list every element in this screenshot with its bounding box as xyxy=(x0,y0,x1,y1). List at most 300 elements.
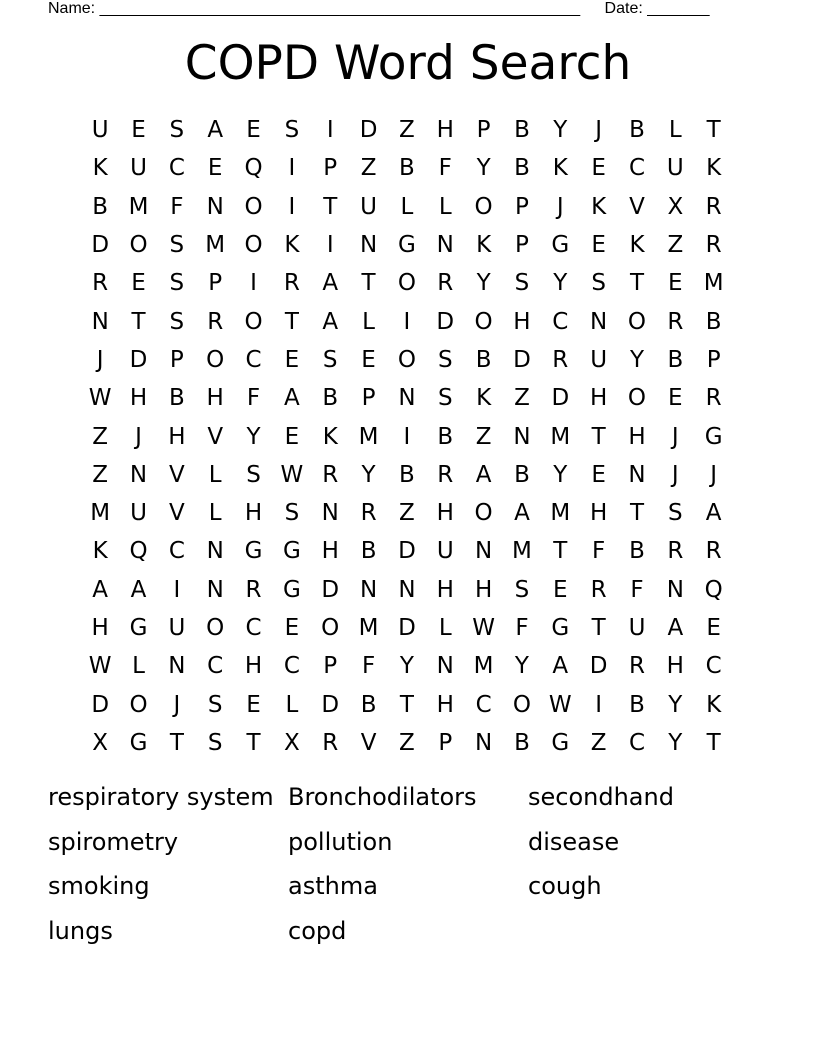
grid-row xyxy=(81,685,733,723)
grid-letter: U xyxy=(628,615,646,641)
grid-letter: T xyxy=(399,691,414,718)
grid-letter: M xyxy=(550,423,571,450)
grid-letter: B xyxy=(514,117,530,144)
grid-letter: O xyxy=(129,691,148,718)
grid-letter: S xyxy=(207,729,223,756)
grid-letter: P xyxy=(323,155,338,182)
grid-letter: R xyxy=(667,538,684,565)
grid-letter: U xyxy=(360,193,377,220)
grid-row xyxy=(81,379,733,417)
grid-letter: D xyxy=(589,653,608,680)
grid-letter: N xyxy=(666,576,684,603)
grid-row xyxy=(81,571,733,609)
grid-letter: N xyxy=(359,232,378,259)
grid-letter: K xyxy=(552,155,568,182)
grid-letter: G xyxy=(551,615,570,641)
grid-letter: A xyxy=(207,117,224,144)
grid-letter: M xyxy=(550,500,571,527)
grid-letter: E xyxy=(591,461,606,488)
grid-letter: J xyxy=(671,423,679,450)
grid-letter: F xyxy=(361,653,376,680)
grid-letter: N xyxy=(91,308,109,335)
grid-letter: G xyxy=(282,538,301,565)
grid-letter: R xyxy=(437,270,454,297)
grid-letter: M xyxy=(90,500,111,527)
grid-letter: G xyxy=(129,729,148,756)
grid-letter: L xyxy=(438,193,452,220)
grid-letter: C xyxy=(628,729,646,756)
grid-letter: M xyxy=(128,193,149,220)
grid-letter: U xyxy=(168,615,186,641)
grid-letter: K xyxy=(92,538,108,565)
grid-letter: E xyxy=(591,155,606,182)
grid-letter: Y xyxy=(476,270,491,297)
grid-letter: Y xyxy=(553,270,568,297)
grid-letter: G xyxy=(551,729,570,756)
grid-letter: R xyxy=(705,232,722,259)
word-list xyxy=(48,777,768,956)
grid-letter: N xyxy=(475,538,493,565)
grid-letter: H xyxy=(206,385,224,412)
grid-letter: O xyxy=(129,232,148,259)
word-list-item: asthma xyxy=(288,872,378,901)
grid-letter: B xyxy=(437,423,454,450)
grid-letter: N xyxy=(590,308,608,335)
grid-row xyxy=(81,149,733,187)
grid-letter: B xyxy=(629,117,645,144)
grid-letter: R xyxy=(207,308,224,335)
grid-letter: S xyxy=(437,346,453,373)
grid-letter: A xyxy=(322,270,339,297)
grid-letter: Z xyxy=(399,729,415,756)
grid-letter: R xyxy=(705,538,722,565)
grid-letter: I xyxy=(288,155,296,182)
grid-letter: B xyxy=(399,461,415,488)
grid-letter: Z xyxy=(667,232,684,259)
grid-letter: D xyxy=(551,385,570,412)
grid-letter: G xyxy=(398,232,416,259)
grid-row xyxy=(81,417,733,455)
grid-letter: P xyxy=(169,346,184,373)
grid-letter: L xyxy=(132,653,145,680)
grid-letter: R xyxy=(245,576,262,603)
grid-row xyxy=(81,724,733,762)
grid-letter: L xyxy=(400,193,414,220)
grid-letter: S xyxy=(246,461,261,488)
grid-letter: U xyxy=(590,346,608,373)
word-list-item: cough xyxy=(528,872,602,901)
grid-letter: F xyxy=(246,385,261,412)
grid-letter: R xyxy=(360,500,377,527)
grid-letter: P xyxy=(323,653,338,680)
grid-row xyxy=(81,341,733,379)
grid-letter: N xyxy=(206,576,224,603)
grid-letter: H xyxy=(436,500,454,527)
grid-letter: S xyxy=(169,117,185,144)
grid-letter: D xyxy=(321,576,340,603)
date-field-label: Date: _______ xyxy=(604,0,710,17)
grid-row xyxy=(81,111,733,149)
grid-letter: Y xyxy=(553,461,568,488)
grid-letter: P xyxy=(438,729,453,756)
grid-letter: D xyxy=(129,346,148,373)
word-list-item: disease xyxy=(528,827,620,856)
word-list-item: secondhand xyxy=(528,783,674,811)
grid-letter: T xyxy=(284,308,299,335)
grid-letter: I xyxy=(595,691,603,718)
grid-letter: B xyxy=(514,729,530,756)
grid-letter: V xyxy=(629,193,645,220)
grid-letter: H xyxy=(168,423,186,450)
grid-letter: D xyxy=(321,691,340,718)
grid-letter: S xyxy=(207,691,223,718)
grid-letter: K xyxy=(476,385,492,412)
grid-letter: F xyxy=(630,576,644,603)
grid-letter: Y xyxy=(629,346,645,373)
grid-letter: O xyxy=(397,346,416,373)
grid-letter: J xyxy=(173,691,181,718)
grid-letter: L xyxy=(362,308,375,335)
grid-letter: Y xyxy=(668,729,683,756)
grid-letter: H xyxy=(666,653,684,680)
grid-letter: N xyxy=(321,500,339,527)
grid-letter: N xyxy=(436,653,454,680)
grid-letter: A xyxy=(130,576,147,603)
grid-letter: E xyxy=(553,576,568,603)
grid-letter: N xyxy=(398,385,416,412)
grid-letter: S xyxy=(591,270,606,297)
grid-letter: Y xyxy=(361,461,376,488)
grid-row xyxy=(81,302,733,340)
grid-letter: F xyxy=(438,155,452,182)
grid-letter: R xyxy=(590,576,607,603)
grid-letter: E xyxy=(361,346,376,373)
grid-letter: E xyxy=(207,155,223,182)
grid-letter: O xyxy=(244,232,263,259)
grid-letter: T xyxy=(591,423,606,450)
grid-letter: T xyxy=(591,615,606,641)
grid-letter: N xyxy=(398,576,416,603)
grid-letter: E xyxy=(591,232,606,259)
grid-letter: L xyxy=(285,691,299,718)
grid-letter: O xyxy=(397,270,416,297)
grid-letter: E xyxy=(668,270,683,297)
grid-letter: L xyxy=(438,615,452,641)
grid-letter: I xyxy=(326,117,334,144)
grid-letter: E xyxy=(131,117,146,144)
grid-letter: M xyxy=(358,423,379,450)
grid-letter: G xyxy=(704,423,723,450)
grid-letter: C xyxy=(552,308,569,335)
grid-letter: H xyxy=(589,500,608,527)
grid-letter: O xyxy=(206,615,225,641)
grid-letter: X xyxy=(667,193,684,220)
grid-letter: Z xyxy=(399,117,415,144)
grid-letter: A xyxy=(552,653,569,680)
grid-letter: S xyxy=(514,576,530,603)
grid-letter: Y xyxy=(246,423,261,450)
grid-letter: N xyxy=(436,232,454,259)
grid-letter: D xyxy=(398,615,416,641)
grid-letter: K xyxy=(322,423,338,450)
grid-letter: Q xyxy=(129,538,148,565)
grid-letter: O xyxy=(627,308,647,335)
grid-letter: H xyxy=(513,308,531,335)
grid-letter: R xyxy=(667,308,684,335)
grid-letter: X xyxy=(92,729,109,756)
grid-letter: K xyxy=(706,155,722,182)
grid-letter: R xyxy=(705,193,722,220)
grid-letter: U xyxy=(130,155,147,182)
grid-letter: R xyxy=(628,653,645,680)
grid-letter: A xyxy=(284,385,300,412)
grid-letter: F xyxy=(515,615,529,641)
grid-letter: W xyxy=(280,461,304,488)
grid-letter: J xyxy=(595,117,603,144)
grid-letter: N xyxy=(206,538,224,565)
grid-letter: W xyxy=(88,653,112,680)
grid-letter: W xyxy=(472,615,495,641)
grid-letter: H xyxy=(91,615,109,641)
grid-row xyxy=(81,494,733,532)
grid-letter: A xyxy=(475,461,492,488)
grid-letter: I xyxy=(288,193,296,220)
grid-letter: I xyxy=(173,576,181,603)
grid-letter: H xyxy=(436,117,454,144)
grid-letter: K xyxy=(629,232,645,259)
grid-letter: I xyxy=(250,270,257,297)
grid-letter: O xyxy=(474,500,493,527)
grid-letter: N xyxy=(513,423,531,450)
grid-letter: B xyxy=(399,155,415,182)
grid-letter: E xyxy=(284,346,300,373)
grid-letter: G xyxy=(129,615,148,641)
grid-letter: D xyxy=(398,538,416,565)
grid-letter: U xyxy=(130,500,147,527)
grid-letter: W xyxy=(548,691,572,718)
grid-letter: R xyxy=(283,270,300,297)
grid-letter: E xyxy=(668,385,683,412)
grid-letter: Z xyxy=(590,729,607,756)
grid-letter: Q xyxy=(704,576,723,603)
word-list-item: pollution xyxy=(288,827,393,856)
grid-letter: B xyxy=(168,385,185,412)
grid-letter: C xyxy=(475,691,492,718)
grid-letter: M xyxy=(512,538,532,565)
grid-letter: U xyxy=(436,538,454,565)
grid-letter: K xyxy=(706,691,722,718)
grid-letter: U xyxy=(666,155,684,182)
grid-letter: Q xyxy=(244,155,263,182)
grid-letter: O xyxy=(321,615,340,641)
grid-letter: Y xyxy=(476,155,491,182)
grid-letter: D xyxy=(91,691,110,718)
grid-letter: O xyxy=(206,346,225,373)
grid-letter: P xyxy=(208,270,223,297)
grid-letter: E xyxy=(706,615,721,641)
grid-letter: M xyxy=(358,615,379,641)
grid-letter: C xyxy=(283,653,300,680)
grid-letter: R xyxy=(322,461,339,488)
grid-letter: V xyxy=(207,423,224,450)
grid-letter: N xyxy=(206,193,224,220)
grid-letter: T xyxy=(131,308,146,335)
grid-letter: R xyxy=(552,346,569,373)
grid-letter: X xyxy=(284,729,300,756)
grid-letter: H xyxy=(474,576,493,603)
grid-letter: S xyxy=(514,270,530,297)
grid-letter: D xyxy=(91,232,110,259)
grid-letter: G xyxy=(244,538,263,565)
grid-letter: C xyxy=(705,653,722,680)
grid-letter: V xyxy=(360,729,377,756)
grid-row xyxy=(81,226,733,264)
grid-letter: A xyxy=(92,576,109,603)
word-list-item: copd xyxy=(288,917,347,946)
grid-letter: T xyxy=(169,729,184,756)
grid-letter: J xyxy=(671,461,679,488)
page-title: COPD Word Search xyxy=(184,36,632,91)
grid-letter: B xyxy=(629,691,645,718)
grid-letter: T xyxy=(361,270,376,297)
grid-letter: C xyxy=(168,155,185,182)
grid-letter: F xyxy=(170,193,184,220)
grid-letter: S xyxy=(284,500,300,527)
grid-letter: P xyxy=(515,193,529,220)
grid-letter: H xyxy=(244,653,263,680)
grid-letter: E xyxy=(284,423,300,450)
grid-letter: D xyxy=(359,117,378,144)
grid-letter: H xyxy=(436,691,454,718)
grid-letter: O xyxy=(474,308,493,335)
grid-letter: N xyxy=(628,461,646,488)
grid-letter: H xyxy=(321,538,339,565)
grid-letter: Z xyxy=(92,423,109,450)
grid-letter: Z xyxy=(92,461,109,488)
grid-letter: D xyxy=(436,308,455,335)
grid-letter: I xyxy=(326,232,334,259)
grid-letter: H xyxy=(628,423,646,450)
grid-letter: O xyxy=(474,193,493,220)
grid-letter: E xyxy=(246,117,261,144)
grid-letter: Z xyxy=(514,385,530,412)
grid-letter: K xyxy=(591,193,607,220)
grid-letter: B xyxy=(360,691,377,718)
grid-letter: V xyxy=(168,461,185,488)
grid-letter: G xyxy=(551,232,570,259)
grid-letter: R xyxy=(92,270,109,297)
word-list-item: Bronchodilators xyxy=(288,783,477,811)
grid-letter: E xyxy=(131,270,146,297)
grid-letter: L xyxy=(208,461,222,488)
grid-letter: T xyxy=(323,193,338,220)
grid-letter: S xyxy=(284,117,300,144)
grid-letter: J xyxy=(135,423,142,450)
grid-letter: M xyxy=(205,232,226,259)
grid-letter: T xyxy=(629,270,645,297)
letter-grid xyxy=(81,111,733,762)
grid-letter: B xyxy=(667,346,684,373)
grid-letter: N xyxy=(359,576,378,603)
grid-row xyxy=(81,647,733,685)
grid-letter: O xyxy=(627,385,647,412)
grid-letter: T xyxy=(246,729,261,756)
grid-letter: R xyxy=(437,461,454,488)
grid-letter: M xyxy=(473,653,494,680)
grid-letter: I xyxy=(403,423,411,450)
grid-letter: K xyxy=(284,232,300,259)
grid-letter: J xyxy=(96,346,104,373)
grid-letter: Y xyxy=(553,117,568,144)
grid-letter: P xyxy=(515,232,529,259)
grid-letter: N xyxy=(129,461,148,488)
grid-letter: W xyxy=(88,385,112,412)
word-list-item: lungs xyxy=(48,917,113,946)
grid-row xyxy=(81,456,733,494)
grid-letter: B xyxy=(705,308,722,335)
grid-letter: C xyxy=(628,155,646,182)
grid-letter: N xyxy=(168,653,186,680)
grid-letter: E xyxy=(246,691,261,718)
grid-letter: G xyxy=(282,576,301,603)
name-field-label: Name: ______________________________________________________ xyxy=(48,0,581,17)
grid-letter: C xyxy=(245,346,262,373)
grid-letter: I xyxy=(403,308,411,335)
grid-letter: T xyxy=(706,729,721,756)
grid-letter: D xyxy=(513,346,531,373)
grid-letter: A xyxy=(705,500,722,527)
grid-letter: L xyxy=(668,117,682,144)
grid-letter: T xyxy=(706,117,721,144)
grid-letter: A xyxy=(514,500,530,527)
grid-letter: A xyxy=(322,308,339,335)
grid-letter: B xyxy=(92,193,109,220)
grid-letter: S xyxy=(437,385,453,412)
grid-letter: B xyxy=(629,538,645,565)
grid-letter: H xyxy=(589,385,608,412)
grid-letter: O xyxy=(512,691,531,718)
grid-letter: H xyxy=(244,500,263,527)
grid-letter: P xyxy=(706,346,721,373)
grid-letter: P xyxy=(476,117,491,144)
grid-letter: S xyxy=(668,500,683,527)
grid-letter: U xyxy=(91,117,109,144)
grid-letter: S xyxy=(169,232,185,259)
grid-letter: C xyxy=(207,653,224,680)
grid-letter: A xyxy=(667,615,684,641)
grid-letter: Z xyxy=(360,155,377,182)
grid-letter: O xyxy=(244,193,263,220)
grid-letter: F xyxy=(592,538,606,565)
grid-letter: K xyxy=(92,155,108,182)
grid-row xyxy=(81,264,733,302)
word-list-item: spirometry xyxy=(48,827,179,856)
grid-letter: S xyxy=(169,270,185,297)
grid-letter: P xyxy=(361,385,376,412)
grid-letter: M xyxy=(703,270,724,297)
grid-letter: C xyxy=(245,615,262,641)
grid-letter: E xyxy=(284,615,300,641)
grid-letter: H xyxy=(436,576,454,603)
grid-row xyxy=(81,188,733,226)
grid-letter: H xyxy=(129,385,148,412)
grid-letter: B xyxy=(514,155,530,182)
grid-letter: O xyxy=(244,308,263,335)
grid-letter: N xyxy=(475,729,493,756)
grid-letter: Y xyxy=(514,653,529,680)
grid-letter: B xyxy=(475,346,492,373)
grid-letter: T xyxy=(629,500,645,527)
